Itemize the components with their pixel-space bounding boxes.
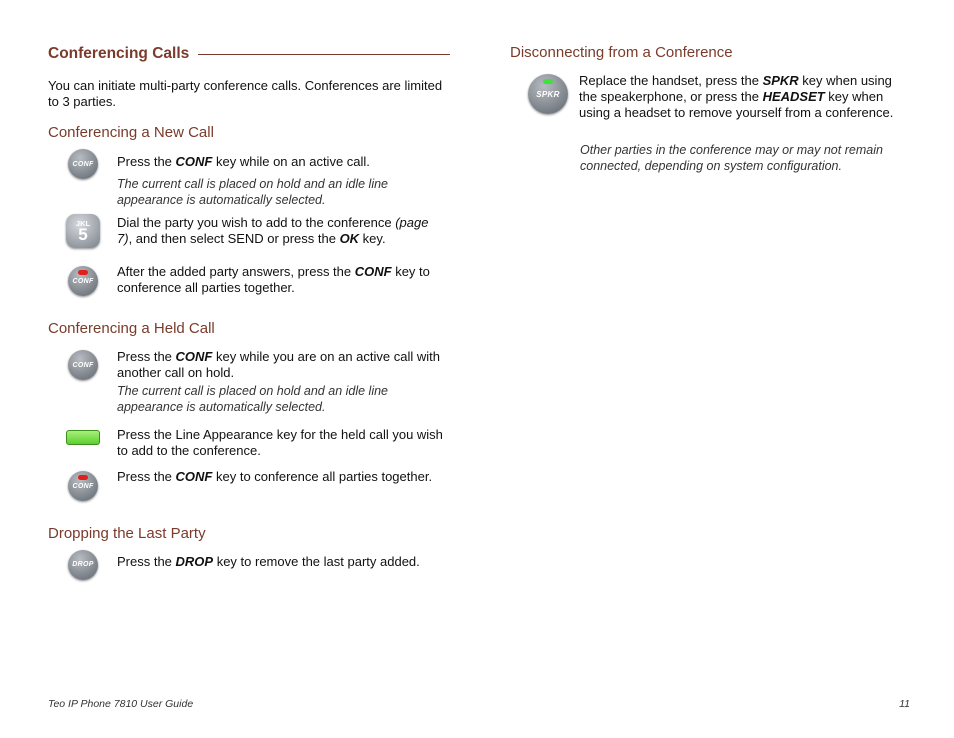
held-call-step-1: Press the CONF key while you are on an active call with another call on hold. bbox=[117, 349, 440, 380]
held-call-note-1: The current call is placed on hold and an idle line appearance is automatically selected. bbox=[117, 384, 389, 414]
disconnect-step-1: Replace the handset, press the SPKR key when using the speakerphone, or press the HEADSET key when using a headset to remove yourself from a conference. bbox=[579, 73, 894, 120]
intro-paragraph: You can initiate multi-party conference calls. Conferences are limited to 3 parties. bbox=[48, 78, 443, 109]
page-number: 11 bbox=[899, 698, 910, 710]
conf-key-icon: CONF bbox=[68, 149, 98, 179]
red-led-icon bbox=[78, 270, 88, 275]
disconnect-note-1: Other parties in the conference may or may not remain connected, depending on system configuration. bbox=[580, 143, 883, 173]
conf-key-red-led-icon: CONF bbox=[68, 471, 98, 501]
drop-step-1: Press the DROP key to remove the last party added. bbox=[117, 554, 420, 569]
new-call-step-3: After the added party answers, press the CONF key to conference all parties together. bbox=[117, 264, 430, 295]
heading-drop: Dropping the Last Party bbox=[48, 525, 206, 542]
new-call-step-1: Press the CONF key while on an active call. bbox=[117, 154, 370, 169]
page-title: Conferencing Calls bbox=[48, 45, 190, 62]
red-led-icon bbox=[78, 475, 88, 480]
jkl-5-key-icon: JKL 5 bbox=[66, 214, 100, 248]
new-call-note-1: The current call is placed on hold and an idle line appearance is automatically selected. bbox=[117, 177, 389, 207]
drop-key-icon: DROP bbox=[68, 550, 98, 580]
footer-guide-title: Teo IP Phone 7810 User Guide bbox=[48, 698, 194, 710]
green-led-icon bbox=[543, 79, 553, 84]
heading-held-call: Conferencing a Held Call bbox=[48, 320, 215, 337]
line-appearance-key-icon bbox=[66, 430, 100, 445]
conf-key-red-led-icon: CONF bbox=[68, 266, 98, 296]
heading-new-call: Conferencing a New Call bbox=[48, 124, 214, 141]
held-call-step-3: Press the CONF key to conference all parties together. bbox=[117, 469, 433, 484]
heading-disconnect: Disconnecting from a Conference bbox=[510, 44, 733, 61]
held-call-step-2: Press the Line Appearance key for the held call you wish to add to the conference. bbox=[117, 427, 443, 458]
spkr-key-icon: SPKR bbox=[528, 74, 568, 114]
title-rule bbox=[198, 54, 450, 55]
new-call-step-2: Dial the party you wish to add to the conference (page 7), and then select SEND or press the OK key. bbox=[117, 215, 429, 246]
section-title bbox=[48, 44, 450, 64]
conf-key-icon: CONF bbox=[68, 350, 98, 380]
